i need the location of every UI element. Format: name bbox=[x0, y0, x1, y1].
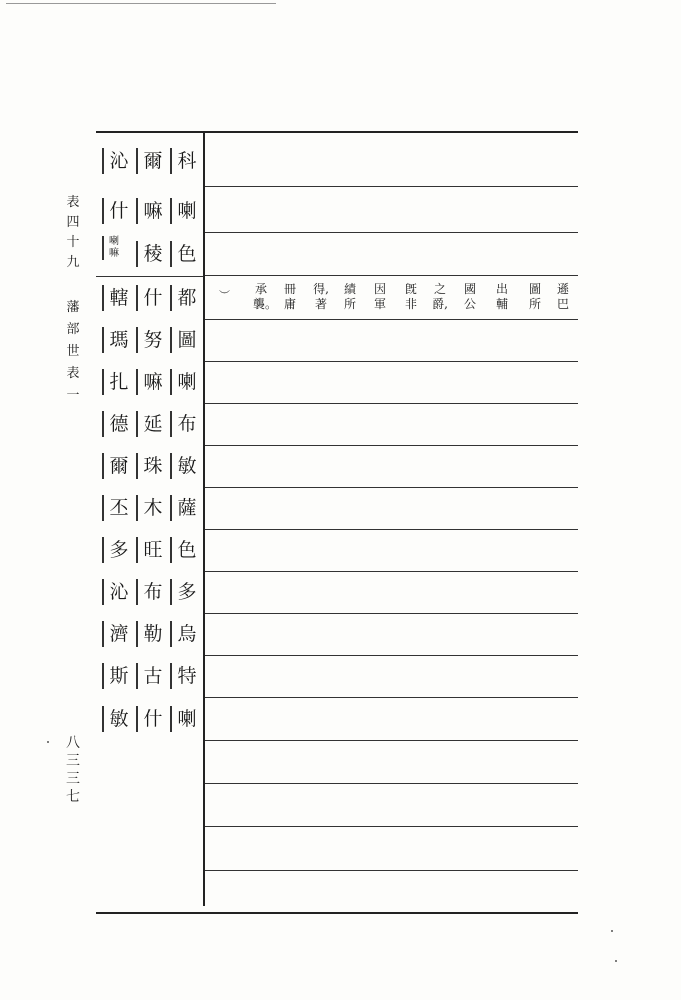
row-divider bbox=[205, 445, 578, 446]
name-char: 勒 bbox=[136, 621, 166, 647]
name-char: 珠 bbox=[136, 453, 166, 479]
note-char: 襲。 bbox=[253, 297, 278, 311]
note-column bbox=[253, 282, 278, 312]
note-char: 國 bbox=[463, 282, 476, 296]
name-char: 丕 bbox=[102, 495, 132, 521]
name-char: 喇 bbox=[170, 369, 200, 395]
name-cell bbox=[98, 233, 202, 275]
note-column bbox=[527, 282, 543, 312]
name-char: 斯 bbox=[102, 663, 132, 689]
note-char: 得, bbox=[313, 282, 329, 296]
note-char: 非 bbox=[404, 297, 417, 311]
note-column bbox=[432, 282, 448, 312]
note-char: 承 bbox=[254, 282, 267, 296]
row-divider bbox=[205, 275, 578, 276]
note-char: 所 bbox=[343, 297, 356, 311]
row-divider bbox=[205, 529, 578, 530]
note-column bbox=[555, 282, 571, 312]
name-char: 薩 bbox=[170, 495, 200, 521]
name-cell bbox=[98, 571, 202, 613]
name-char: 木 bbox=[136, 495, 166, 521]
note-char: 輔 bbox=[495, 297, 508, 311]
name-char: 烏 bbox=[170, 621, 200, 647]
row-divider bbox=[205, 361, 578, 362]
note-char: 爵, bbox=[432, 297, 448, 311]
name-cell bbox=[98, 140, 202, 182]
row-divider bbox=[205, 186, 578, 187]
name-char: 旺 bbox=[136, 537, 166, 563]
annotation-note bbox=[0, 282, 681, 322]
row-divider bbox=[205, 571, 578, 572]
name-char: 特 bbox=[170, 663, 200, 689]
name-char: 嘛 bbox=[136, 369, 166, 395]
page-number-char: 八 bbox=[66, 735, 80, 751]
name-char: 什 bbox=[136, 285, 166, 311]
name-char: 喇 bbox=[170, 198, 200, 224]
note-char: 圖 bbox=[528, 282, 541, 296]
name-cell bbox=[98, 487, 202, 529]
title-char: 十 bbox=[66, 235, 80, 250]
name-char: 多 bbox=[102, 537, 132, 563]
name-cell bbox=[98, 190, 202, 232]
name-cell bbox=[98, 319, 202, 361]
name-char: 沁 bbox=[102, 579, 132, 605]
scan-speck bbox=[615, 960, 617, 962]
name-char: 色 bbox=[170, 241, 200, 267]
name-char: 色 bbox=[170, 537, 200, 563]
note-char: 軍 bbox=[373, 297, 386, 311]
name-char: 德 bbox=[102, 411, 132, 437]
note-char: 出 bbox=[495, 282, 508, 296]
note-column bbox=[372, 282, 388, 312]
note-char: 公 bbox=[463, 297, 476, 311]
name-char: 扎 bbox=[102, 369, 132, 395]
name-cell bbox=[98, 529, 202, 571]
name-char: 敏 bbox=[102, 706, 132, 732]
name-char: 布 bbox=[170, 411, 200, 437]
name-char: 瑪 bbox=[102, 327, 132, 353]
name-char: 嘛 bbox=[136, 198, 166, 224]
name-char: 努 bbox=[136, 327, 166, 353]
name-cell bbox=[98, 698, 202, 740]
note-char: 冊 bbox=[283, 282, 296, 296]
name-char: 沁 bbox=[102, 148, 132, 174]
table-top-border bbox=[96, 131, 578, 133]
row-divider bbox=[205, 403, 578, 404]
subtitle-char: 世 bbox=[66, 344, 80, 359]
page-number-char: 三 bbox=[66, 753, 80, 769]
row-divider bbox=[205, 826, 578, 827]
title-char: 九 bbox=[66, 255, 80, 270]
row-divider bbox=[205, 697, 578, 698]
name-char: 轄 bbox=[102, 285, 132, 311]
name-char: 什 bbox=[102, 198, 132, 224]
note-column bbox=[342, 282, 358, 312]
page-number-char: 三 bbox=[66, 771, 80, 787]
page-number-char: 七 bbox=[66, 789, 80, 805]
header-rule bbox=[6, 3, 276, 4]
table-title bbox=[64, 193, 82, 273]
name-char: 爾 bbox=[136, 148, 166, 174]
note-char: 所 bbox=[528, 297, 541, 311]
name-cell bbox=[98, 445, 202, 487]
name-char: 古 bbox=[136, 663, 166, 689]
name-char: 爾 bbox=[102, 453, 132, 479]
subtitle-char: 藩 bbox=[66, 300, 80, 315]
name-char: 科 bbox=[170, 148, 200, 174]
note-column bbox=[313, 282, 329, 312]
scan-speck bbox=[47, 741, 49, 743]
name-char: 濟 bbox=[102, 621, 132, 647]
subtitle-char: 部 bbox=[66, 322, 80, 337]
name-cell bbox=[98, 655, 202, 697]
name-char: 敏 bbox=[170, 453, 200, 479]
note-char: 遜 bbox=[556, 282, 569, 296]
note-char: 著 bbox=[314, 297, 327, 311]
page-number bbox=[64, 734, 82, 806]
name-char: 嘛 bbox=[109, 248, 119, 259]
note-column bbox=[403, 282, 419, 312]
row-divider bbox=[205, 740, 578, 741]
column-divider bbox=[203, 131, 205, 906]
name-cell bbox=[98, 403, 202, 445]
note-char: 旣 bbox=[404, 282, 417, 296]
title-char: 四 bbox=[66, 215, 80, 230]
name-char: 延 bbox=[136, 411, 166, 437]
name-char: 什 bbox=[136, 706, 166, 732]
note-char: 之 bbox=[433, 282, 446, 296]
scan-speck bbox=[611, 930, 613, 932]
name-char: 圖 bbox=[170, 327, 200, 353]
name-char: 布 bbox=[136, 579, 166, 605]
note-column bbox=[282, 282, 298, 312]
name-char: 喇 bbox=[170, 706, 200, 732]
name-cell bbox=[98, 613, 202, 655]
name-small-chars bbox=[102, 236, 122, 260]
name-char bbox=[106, 236, 122, 260]
table-bottom-border bbox=[96, 912, 578, 914]
note-column bbox=[494, 282, 510, 312]
note-mark: ︶ bbox=[219, 289, 230, 302]
note-char: 庸 bbox=[283, 297, 296, 311]
row-divider bbox=[205, 655, 578, 656]
row-divider bbox=[205, 783, 578, 784]
name-char: 稜 bbox=[136, 241, 166, 267]
note-column bbox=[462, 282, 478, 312]
note-char: 因 bbox=[373, 282, 386, 296]
subtitle-char: 一 bbox=[66, 388, 80, 403]
subtitle-char: 表 bbox=[66, 366, 80, 381]
name-char: 都 bbox=[170, 285, 200, 311]
row-divider bbox=[205, 870, 578, 871]
row-divider bbox=[205, 613, 578, 614]
note-char: 績 bbox=[343, 282, 356, 296]
note-char: 巴 bbox=[556, 297, 569, 311]
row-divider bbox=[205, 232, 578, 233]
name-char: 喇 bbox=[109, 236, 119, 247]
name-cell bbox=[98, 361, 202, 403]
row-divider bbox=[205, 487, 578, 488]
name-char: 多 bbox=[170, 579, 200, 605]
title-char: 表 bbox=[66, 195, 80, 210]
